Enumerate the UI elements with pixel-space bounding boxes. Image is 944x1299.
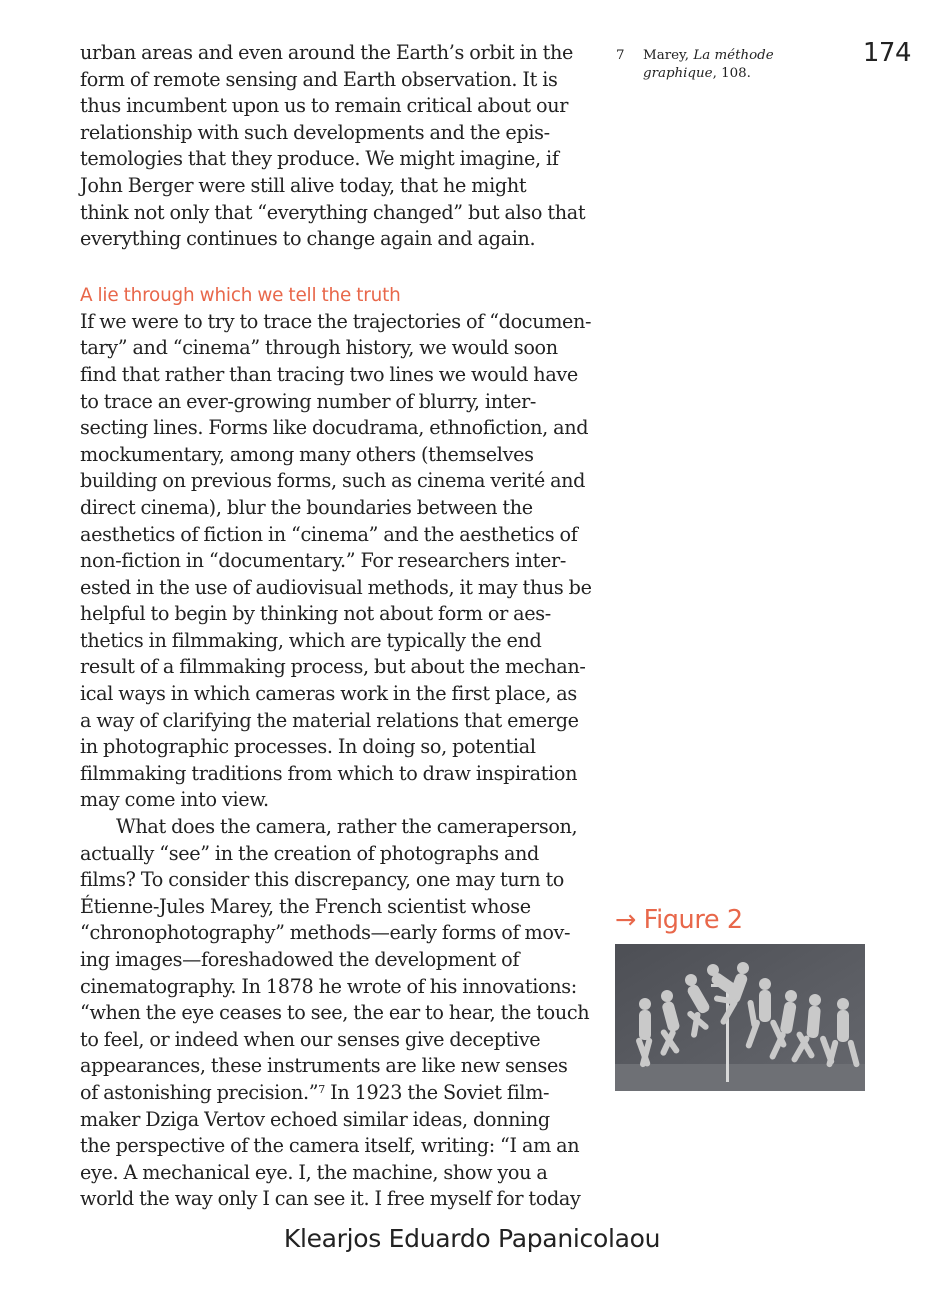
body-paragraph-3-part-b: In 1923 the Soviet film- maker Dziga Vertov echoed similar ideas, donning the perspective of the camera itself, writing: “I am an eye. A mechanical eye. I, the machine, show you a world the way only I can see it. I free myself for today — [80, 1080, 581, 1211]
body-paragraph-1: urban areas and even around the Earth’s orbit in the form of remote sensing and Earth observation. It is thus incumbent upon us to remain critical about our relationship with such developments and the epis- temologies that they produce. We might imagine, if John Berger were still alive today, that he might think not only that “everything changed” but also that everything continues to change again and again. — [80, 41, 586, 251]
figure-thumbnail[interactable] — [615, 944, 865, 1091]
chronophotograph-image — [615, 944, 865, 1091]
footnote-reference[interactable]: 7 — [318, 1082, 325, 1096]
footnote-title: La méthode graphique — [643, 48, 774, 81]
footnote-author: Marey, — [643, 48, 694, 63]
footnote-text — [643, 47, 816, 83]
page-number: 174 — [862, 38, 911, 68]
image-ground — [615, 1064, 865, 1091]
figure-link[interactable]: → Figure 2 — [615, 905, 743, 935]
footnote-number: 7 — [616, 48, 625, 63]
section-heading: A lie through which we tell the truth — [80, 284, 401, 306]
body-paragraph-3 — [80, 814, 605, 1213]
body-paragraph-2: If we were to try to trace the trajectories of “documen- tary” and “cinema” through history, we would soon find that rather than tracing two lines we would have to trace an ever-growing number of blurry, inter- secting lines. Forms like docudrama, ethnofiction, and mockumentary, among many others (themselves building on previous forms, such as cinema verité and direct cinema), blur the boundaries between the aesthetics of fiction in “cinema” and the aesthetics of non-fiction in “documentary.” For researchers inter- ested in the use of audiovisual methods, it may thus be helpful to begin by thinking not about form or aes- thetics in filmmaking, which are typically the end result of a filmmaking process, but about the mechan- ical ways in which cameras work in the first place, as a way of clarifying the material relations that emerge in photographic processes. In doing so, potential filmmaking traditions from which to draw inspiration may come into view. — [80, 309, 592, 812]
footnote-rest: , 108. — [712, 66, 751, 81]
footnote — [616, 47, 816, 83]
author-name: Klearjos Eduardo Papanicolaou — [283, 1224, 661, 1253]
main-text-column — [80, 40, 605, 1213]
body-paragraph-3-part-a: What does the camera, rather the cameraperson, actually “see” in the creation of photographs and films? To consider this discrepancy, one may turn to Étienne-Jules Marey, the French scientist whose “chronophotography” methods—early forms of mov- ing images—foreshadowed the development of cinematography. In 1878 he wrote of his innovations: “when the eye ceases to see, the ear to hear, the touch to feel, or indeed when our senses give deceptive appearances, these instruments are like new senses of astonishing precision.” — [80, 815, 590, 1104]
